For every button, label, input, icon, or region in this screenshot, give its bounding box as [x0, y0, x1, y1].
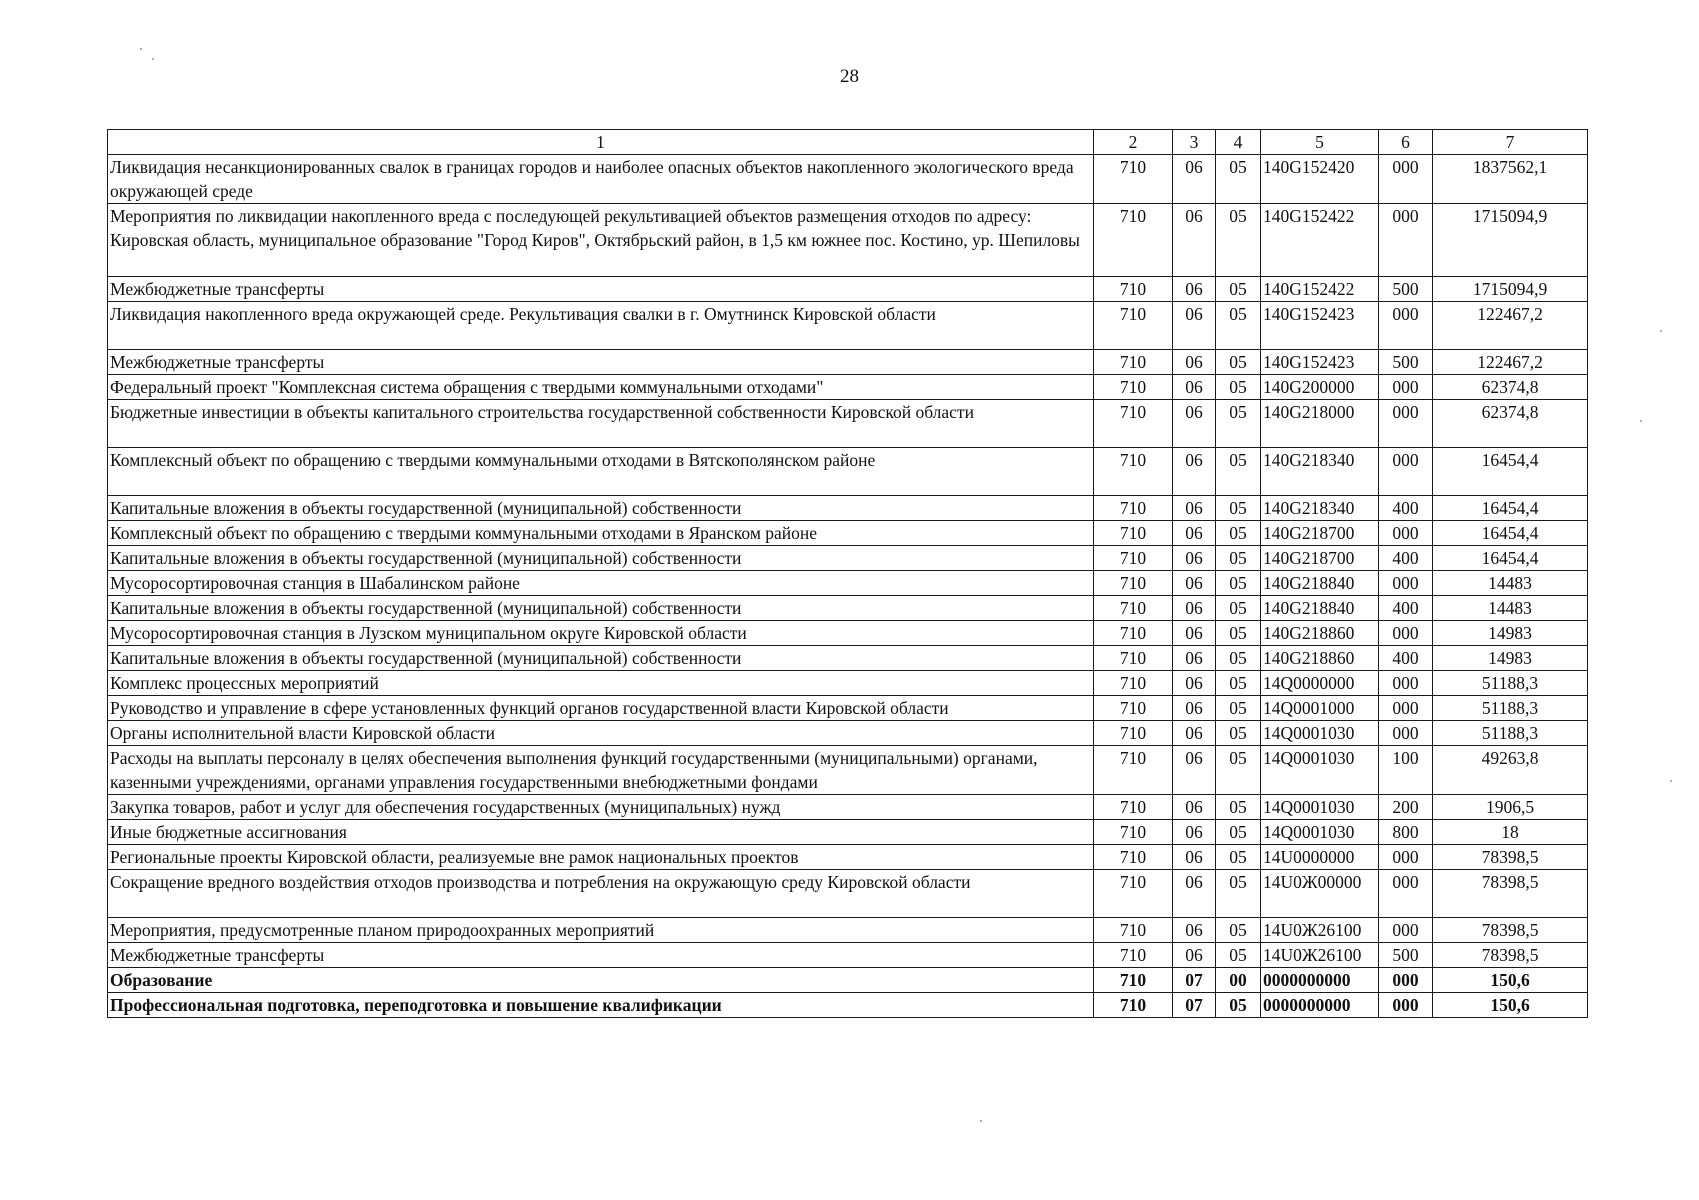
row-ministry-cell: 710 [1094, 820, 1173, 845]
row-subsection-cell: 05 [1216, 721, 1261, 746]
table-row [108, 596, 1588, 621]
table-row [108, 277, 1588, 302]
row-ministry-cell: 710 [1094, 521, 1173, 546]
row-amount-cell: 51188,3 [1433, 696, 1588, 721]
row-section-cell: 06 [1173, 155, 1216, 204]
page-number: 28 [840, 66, 859, 87]
row-target-cell: 140G218860 [1261, 646, 1379, 671]
row-subsection-cell: 00 [1216, 968, 1261, 993]
row-expense-type-cell: 200 [1379, 795, 1433, 820]
table-row [108, 845, 1588, 870]
row-subsection-cell: 05 [1216, 746, 1261, 795]
row-amount-cell: 14483 [1433, 571, 1588, 596]
row-section-cell: 06 [1173, 448, 1216, 496]
row-amount-cell: 78398,5 [1433, 845, 1588, 870]
row-section-cell: 06 [1173, 845, 1216, 870]
row-ministry-cell: 710 [1094, 993, 1173, 1018]
row-target-cell: 14U0Ж00000 [1261, 870, 1379, 918]
row-expense-type-cell: 000 [1379, 993, 1433, 1018]
row-expense-type-cell: 000 [1379, 521, 1433, 546]
row-amount-cell: 1715094,9 [1433, 204, 1588, 277]
row-name-cell: Расходы на выплаты персоналу в целях обеспечения выполнения функций государственными (муниципальными) органами, казенными учреждениями, органами управления государственными внебюджетными фондами [108, 746, 1094, 795]
table-row [108, 721, 1588, 746]
row-target-cell: 140G200000 [1261, 375, 1379, 400]
row-ministry-cell: 710 [1094, 746, 1173, 795]
scan-speck [140, 48, 142, 50]
row-name-cell: Образование [108, 968, 1094, 993]
row-expense-type-cell: 400 [1379, 496, 1433, 521]
row-target-cell: 0000000000 [1261, 993, 1379, 1018]
row-expense-type-cell: 000 [1379, 621, 1433, 646]
row-section-cell: 06 [1173, 277, 1216, 302]
row-amount-cell: 62374,8 [1433, 400, 1588, 448]
row-ministry-cell: 710 [1094, 596, 1173, 621]
row-section-cell: 06 [1173, 696, 1216, 721]
row-expense-type-cell: 000 [1379, 721, 1433, 746]
table-row [108, 918, 1588, 943]
row-amount-cell: 1906,5 [1433, 795, 1588, 820]
table-row [108, 968, 1588, 993]
table-row [108, 350, 1588, 375]
row-amount-cell: 16454,4 [1433, 521, 1588, 546]
header-col-3: 3 [1173, 130, 1216, 155]
row-expense-type-cell: 000 [1379, 155, 1433, 204]
row-ministry-cell: 710 [1094, 918, 1173, 943]
row-ministry-cell: 710 [1094, 968, 1173, 993]
table-row [108, 696, 1588, 721]
row-section-cell: 06 [1173, 596, 1216, 621]
row-subsection-cell: 05 [1216, 546, 1261, 571]
row-target-cell: 14Q0001000 [1261, 696, 1379, 721]
table-row [108, 400, 1588, 448]
row-expense-type-cell: 000 [1379, 845, 1433, 870]
row-amount-cell: 78398,5 [1433, 943, 1588, 968]
row-ministry-cell: 710 [1094, 155, 1173, 204]
row-subsection-cell: 05 [1216, 845, 1261, 870]
row-name-cell: Органы исполнительной власти Кировской области [108, 721, 1094, 746]
row-expense-type-cell: 400 [1379, 646, 1433, 671]
row-section-cell: 06 [1173, 546, 1216, 571]
row-expense-type-cell: 000 [1379, 204, 1433, 277]
row-target-cell: 140G218840 [1261, 571, 1379, 596]
table-row [108, 671, 1588, 696]
row-amount-cell: 16454,4 [1433, 496, 1588, 521]
row-expense-type-cell: 100 [1379, 746, 1433, 795]
row-section-cell: 07 [1173, 993, 1216, 1018]
row-expense-type-cell: 000 [1379, 696, 1433, 721]
row-target-cell: 140G152420 [1261, 155, 1379, 204]
row-name-cell: Мероприятия, предусмотренные планом природоохранных мероприятий [108, 918, 1094, 943]
row-expense-type-cell: 000 [1379, 918, 1433, 943]
row-ministry-cell: 710 [1094, 696, 1173, 721]
row-amount-cell: 51188,3 [1433, 721, 1588, 746]
row-subsection-cell: 05 [1216, 448, 1261, 496]
row-name-cell: Региональные проекты Кировской области, реализуемые вне рамок национальных проектов [108, 845, 1094, 870]
row-name-cell: Ликвидация несанкционированных свалок в границах городов и наиболее опасных объектов накопленного экологического вреда окружающей среде [108, 155, 1094, 204]
row-name-cell: Комплексный объект по обращению с твердыми коммунальными отходами в Яранском районе [108, 521, 1094, 546]
row-subsection-cell: 05 [1216, 596, 1261, 621]
header-col-4: 4 [1216, 130, 1261, 155]
row-subsection-cell: 05 [1216, 820, 1261, 845]
table-row [108, 621, 1588, 646]
row-ministry-cell: 710 [1094, 277, 1173, 302]
table-row [108, 302, 1588, 350]
row-expense-type-cell: 000 [1379, 571, 1433, 596]
row-ministry-cell: 710 [1094, 350, 1173, 375]
row-amount-cell: 16454,4 [1433, 546, 1588, 571]
row-target-cell: 140G152423 [1261, 302, 1379, 350]
row-amount-cell: 1715094,9 [1433, 277, 1588, 302]
row-target-cell: 14Q0001030 [1261, 820, 1379, 845]
row-section-cell: 06 [1173, 302, 1216, 350]
row-expense-type-cell: 800 [1379, 820, 1433, 845]
row-name-cell: Мероприятия по ликвидации накопленного вреда с последующей рекультивацией объектов размещения отходов по адресу: Кировская область, муниципальное образование "Город Киров", Октябрьский район, в 1,5 км южнее пос. Костино, ур. Шепиловы [108, 204, 1094, 277]
row-section-cell: 06 [1173, 746, 1216, 795]
row-name-cell: Закупка товаров, работ и услуг для обеспечения государственных (муниципальных) нужд [108, 795, 1094, 820]
table-row [108, 746, 1588, 795]
row-amount-cell: 150,6 [1433, 993, 1588, 1018]
row-expense-type-cell: 000 [1379, 375, 1433, 400]
row-expense-type-cell: 400 [1379, 596, 1433, 621]
row-section-cell: 06 [1173, 820, 1216, 845]
row-expense-type-cell: 400 [1379, 546, 1433, 571]
table-row [108, 646, 1588, 671]
row-name-cell: Межбюджетные трансферты [108, 277, 1094, 302]
row-subsection-cell: 05 [1216, 795, 1261, 820]
budget-table [107, 129, 1588, 1018]
row-target-cell: 14Q0001030 [1261, 795, 1379, 820]
row-section-cell: 06 [1173, 571, 1216, 596]
row-ministry-cell: 710 [1094, 870, 1173, 918]
row-ministry-cell: 710 [1094, 496, 1173, 521]
row-amount-cell: 14483 [1433, 596, 1588, 621]
row-target-cell: 140G218340 [1261, 496, 1379, 521]
row-section-cell: 06 [1173, 671, 1216, 696]
row-target-cell: 14U0000000 [1261, 845, 1379, 870]
row-section-cell: 06 [1173, 721, 1216, 746]
row-subsection-cell: 05 [1216, 696, 1261, 721]
table-row [108, 448, 1588, 496]
row-ministry-cell: 710 [1094, 546, 1173, 571]
row-target-cell: 14U0Ж26100 [1261, 943, 1379, 968]
row-name-cell: Капитальные вложения в объекты государственной (муниципальной) собственности [108, 646, 1094, 671]
row-name-cell: Капитальные вложения в объекты государственной (муниципальной) собственности [108, 546, 1094, 571]
row-ministry-cell: 710 [1094, 795, 1173, 820]
row-expense-type-cell: 000 [1379, 671, 1433, 696]
row-amount-cell: 18 [1433, 820, 1588, 845]
row-ministry-cell: 710 [1094, 448, 1173, 496]
row-ministry-cell: 710 [1094, 646, 1173, 671]
row-ministry-cell: 710 [1094, 721, 1173, 746]
row-ministry-cell: 710 [1094, 571, 1173, 596]
row-target-cell: 14Q0001030 [1261, 721, 1379, 746]
row-amount-cell: 49263,8 [1433, 746, 1588, 795]
row-section-cell: 06 [1173, 204, 1216, 277]
table-row [108, 795, 1588, 820]
row-ministry-cell: 710 [1094, 845, 1173, 870]
header-row [108, 130, 1588, 155]
row-subsection-cell: 05 [1216, 671, 1261, 696]
row-ministry-cell: 710 [1094, 621, 1173, 646]
table-row [108, 204, 1588, 277]
row-subsection-cell: 05 [1216, 155, 1261, 204]
row-amount-cell: 150,6 [1433, 968, 1588, 993]
row-subsection-cell: 05 [1216, 571, 1261, 596]
row-expense-type-cell: 000 [1379, 870, 1433, 918]
row-amount-cell: 62374,8 [1433, 375, 1588, 400]
row-subsection-cell: 05 [1216, 400, 1261, 448]
scan-speck [152, 58, 154, 60]
row-name-cell: Руководство и управление в сфере установленных функций органов государственной власти Кировской области [108, 696, 1094, 721]
row-subsection-cell: 05 [1216, 375, 1261, 400]
row-expense-type-cell: 500 [1379, 277, 1433, 302]
row-name-cell: Мусоросортировочная станция в Шабалинском районе [108, 571, 1094, 596]
row-subsection-cell: 05 [1216, 993, 1261, 1018]
row-name-cell: Капитальные вложения в объекты государственной (муниципальной) собственности [108, 496, 1094, 521]
row-name-cell: Межбюджетные трансферты [108, 943, 1094, 968]
row-name-cell: Комплексный объект по обращению с твердыми коммунальными отходами в Вятскополянском районе [108, 448, 1094, 496]
row-section-cell: 06 [1173, 918, 1216, 943]
row-expense-type-cell: 500 [1379, 350, 1433, 375]
row-section-cell: 06 [1173, 646, 1216, 671]
row-name-cell: Сокращение вредного воздействия отходов производства и потребления на окружающую среду Кировской области [108, 870, 1094, 918]
table-body [108, 155, 1588, 1018]
row-subsection-cell: 05 [1216, 277, 1261, 302]
row-ministry-cell: 710 [1094, 943, 1173, 968]
row-section-cell: 06 [1173, 521, 1216, 546]
header-col-5: 5 [1261, 130, 1379, 155]
row-subsection-cell: 05 [1216, 521, 1261, 546]
row-target-cell: 140G218840 [1261, 596, 1379, 621]
row-amount-cell: 16454,4 [1433, 448, 1588, 496]
row-subsection-cell: 05 [1216, 646, 1261, 671]
table-row [108, 870, 1588, 918]
header-col-6: 6 [1379, 130, 1433, 155]
row-name-cell: Федеральный проект "Комплексная система обращения с твердыми коммунальными отходами" [108, 375, 1094, 400]
row-section-cell: 06 [1173, 795, 1216, 820]
row-target-cell: 0000000000 [1261, 968, 1379, 993]
row-expense-type-cell: 000 [1379, 968, 1433, 993]
row-amount-cell: 1837562,1 [1433, 155, 1588, 204]
header-col-7: 7 [1433, 130, 1588, 155]
row-target-cell: 140G218000 [1261, 400, 1379, 448]
row-subsection-cell: 05 [1216, 621, 1261, 646]
header-col-1: 1 [108, 130, 1094, 155]
table-row [108, 155, 1588, 204]
row-section-cell: 06 [1173, 870, 1216, 918]
row-name-cell: Капитальные вложения в объекты государственной (муниципальной) собственности [108, 596, 1094, 621]
row-subsection-cell: 05 [1216, 204, 1261, 277]
row-target-cell: 14Q0001030 [1261, 746, 1379, 795]
table-row [108, 496, 1588, 521]
row-section-cell: 06 [1173, 621, 1216, 646]
row-target-cell: 14U0Ж26100 [1261, 918, 1379, 943]
row-subsection-cell: 05 [1216, 302, 1261, 350]
row-target-cell: 140G152422 [1261, 277, 1379, 302]
row-section-cell: 06 [1173, 943, 1216, 968]
row-ministry-cell: 710 [1094, 400, 1173, 448]
row-target-cell: 140G218700 [1261, 546, 1379, 571]
header-col-2: 2 [1094, 130, 1173, 155]
row-amount-cell: 78398,5 [1433, 918, 1588, 943]
row-section-cell: 06 [1173, 400, 1216, 448]
row-subsection-cell: 05 [1216, 350, 1261, 375]
row-expense-type-cell: 000 [1379, 302, 1433, 350]
row-section-cell: 06 [1173, 375, 1216, 400]
table-row [108, 375, 1588, 400]
row-target-cell: 140G152422 [1261, 204, 1379, 277]
scan-speck [1640, 420, 1642, 422]
row-section-cell: 07 [1173, 968, 1216, 993]
row-name-cell: Ликвидация накопленного вреда окружающей среде. Рекультивация свалки в г. Омутнинск Кировской области [108, 302, 1094, 350]
table-row [108, 521, 1588, 546]
row-amount-cell: 14983 [1433, 621, 1588, 646]
row-name-cell: Иные бюджетные ассигнования [108, 820, 1094, 845]
table-row [108, 820, 1588, 845]
row-target-cell: 140G152423 [1261, 350, 1379, 375]
scan-speck [980, 1120, 982, 1122]
row-ministry-cell: 710 [1094, 204, 1173, 277]
row-ministry-cell: 710 [1094, 302, 1173, 350]
row-amount-cell: 14983 [1433, 646, 1588, 671]
row-name-cell: Межбюджетные трансферты [108, 350, 1094, 375]
table-row [108, 993, 1588, 1018]
table-row [108, 546, 1588, 571]
row-subsection-cell: 05 [1216, 918, 1261, 943]
row-section-cell: 06 [1173, 350, 1216, 375]
row-amount-cell: 78398,5 [1433, 870, 1588, 918]
row-ministry-cell: 710 [1094, 375, 1173, 400]
scan-speck [1660, 330, 1662, 332]
row-target-cell: 140G218860 [1261, 621, 1379, 646]
row-ministry-cell: 710 [1094, 671, 1173, 696]
row-target-cell: 140G218340 [1261, 448, 1379, 496]
scan-speck [1670, 780, 1672, 782]
row-amount-cell: 122467,2 [1433, 350, 1588, 375]
row-subsection-cell: 05 [1216, 870, 1261, 918]
row-subsection-cell: 05 [1216, 496, 1261, 521]
row-expense-type-cell: 000 [1379, 400, 1433, 448]
row-subsection-cell: 05 [1216, 943, 1261, 968]
row-amount-cell: 51188,3 [1433, 671, 1588, 696]
row-amount-cell: 122467,2 [1433, 302, 1588, 350]
row-name-cell: Мусоросортировочная станция в Лузском муниципальном округе Кировской области [108, 621, 1094, 646]
row-expense-type-cell: 000 [1379, 448, 1433, 496]
row-name-cell: Профессиональная подготовка, переподготовка и повышение квалификации [108, 993, 1094, 1018]
table-row [108, 943, 1588, 968]
row-name-cell: Комплекс процессных мероприятий [108, 671, 1094, 696]
row-target-cell: 14Q0000000 [1261, 671, 1379, 696]
row-section-cell: 06 [1173, 496, 1216, 521]
row-name-cell: Бюджетные инвестиции в объекты капитального строительства государственной собственности Кировской области [108, 400, 1094, 448]
table-row [108, 571, 1588, 596]
row-expense-type-cell: 500 [1379, 943, 1433, 968]
row-target-cell: 140G218700 [1261, 521, 1379, 546]
